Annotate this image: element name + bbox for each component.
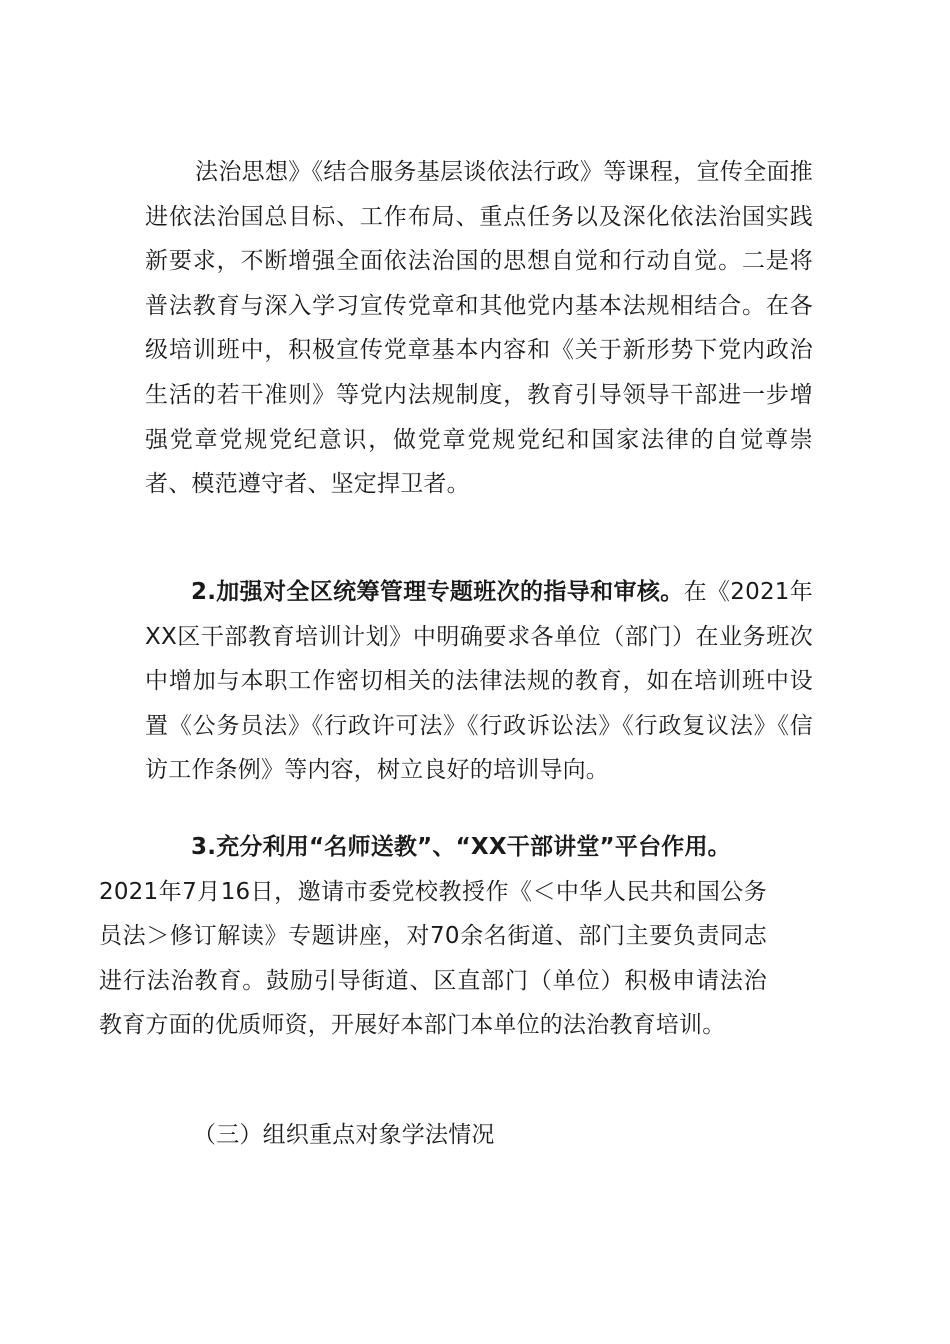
paragraph-item-2 bbox=[145, 570, 813, 793]
paragraph-party-regulations bbox=[145, 150, 813, 507]
item-2-heading: 2.加强对全区统筹管理专题班次的指导和审核。 bbox=[191, 579, 684, 605]
section-heading: （三）组织重点对象学法情况 bbox=[193, 1122, 495, 1148]
paragraph-text: 法治思想》《结合服务基层谈依法行政》等课程，宣传全面推进依法治国总目标、工作布局、重点任务以及深化依法治国实践新要求，不断增强全面依法治国的思想自觉和行动自觉。二是将普法教育与深入学习宣传党章和其他党内基本法规相结合。在各级培训班中，积极宣传党章基本内容和《关于新形势下党内政治生活的若干准则》等党内法规制度，教育引导领导干部进一步增强党章党规党纪意识，做党章党规党纪和国家法律的自觉尊崇者、模范遵守者、坚定捍卫者。 bbox=[145, 159, 813, 498]
item-3-heading: 3.充分利用“名师送教”、“XX干部讲堂”平台作用。 bbox=[191, 834, 731, 860]
paragraph-item-3 bbox=[99, 825, 813, 1048]
item-2-body: 在《2021年XX区干部教育培训计划》中明确要求各单位（部门）在业务班次中增加与本职工作密切相关的法律法规的教育，如在培训班中设置《公务员法》《行政许可法》《行政诉讼法》《行政复议法》《信访工作条例》等内容，树立良好的培训导向。 bbox=[145, 579, 813, 784]
item-3-body: 2021年7月16日，邀请市委党校教授作《＜中华人民共和国公务员法＞修订解读》专题讲座，对70余名街道、部门主要负责同志进行法治教育。鼓励引导街道、区直部门（单位）积极申请法治教育方面的优质师资，开展好本部门本单位的法治教育培训。 bbox=[99, 878, 767, 1039]
